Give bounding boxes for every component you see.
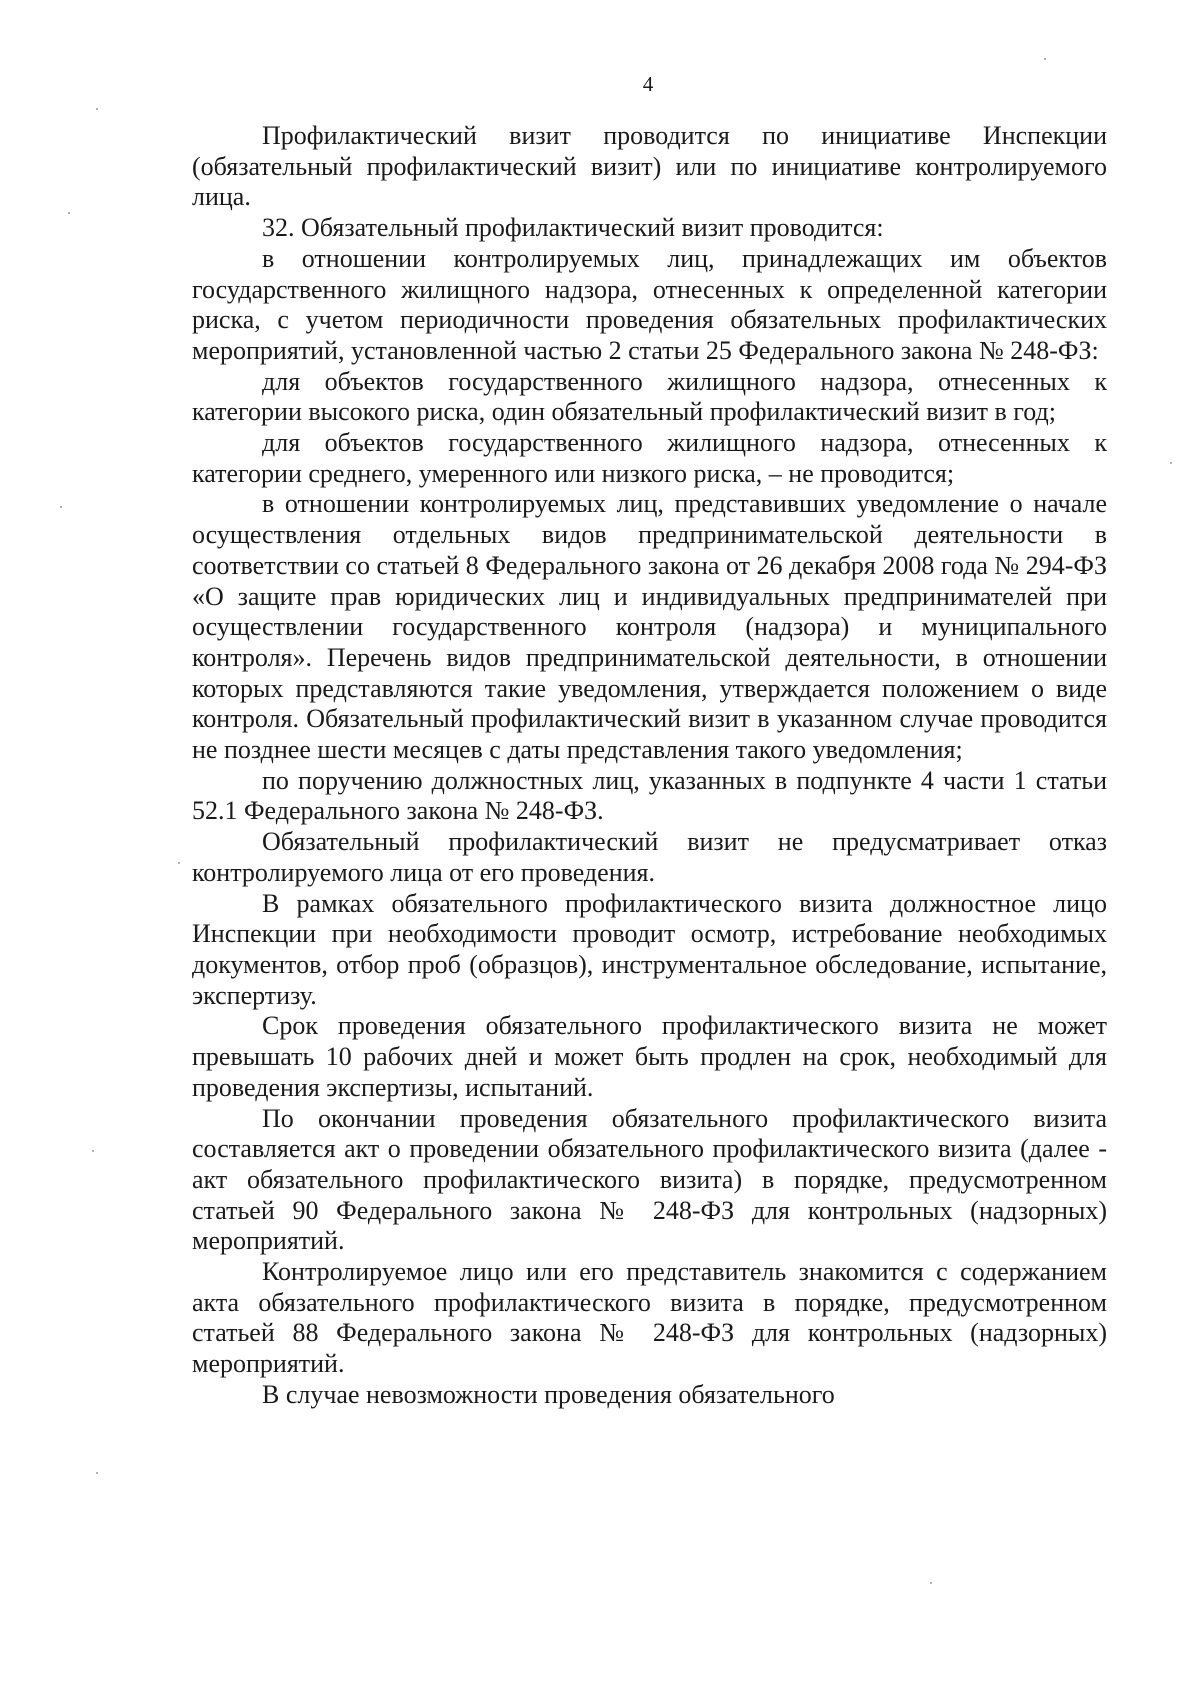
paragraph-risk-category: в отношении контролируемых лиц, принадлежащих им объектов государственного жилищного надзора, отнесенных к определенной категории риска, с учетом периодичности проведения обязательных профилактических мероприятий, установленной частью 2 статьи 25 Федерального закона № 248-ФЗ: [192, 243, 1107, 365]
page-number: 4 [642, 72, 654, 96]
paragraph-officials-order: по поручению должностных лиц, указанных в подпункте 4 части 1 статьи 52.1 Федерального закона № 248-ФЗ. [192, 765, 1107, 826]
scan-speck [1044, 58, 1046, 60]
paragraph-act-drafting: По окончании проведения обязательного профилактического визита составляется акт о проведении обязательного профилактического визита (далее - акт обязательного профилактического визита) в порядке, предусмотренном статьей 90 Федерального закона № 248-ФЗ для контрольных (надзорных) мероприятий. [192, 1103, 1107, 1256]
paragraph-inspection-actions: В рамках обязательного профилактического визита должностное лицо Инспекции при необходимости проводит осмотр, истребование необходимых документов, отбор проб (образцов), инструментальное обследование, испытание, экспертизу. [192, 888, 1107, 1010]
scan-speck [92, 1150, 94, 1152]
scan-speck [178, 862, 180, 864]
paragraph-duration: Срок проведения обязательного профилактического визита не может превышать 10 рабочих дней и может быть продлен на срок, необходимый для проведения экспертизы, испытаний. [192, 1011, 1107, 1102]
paragraph-impossibility: В случае невозможности проведения обязательного [262, 1379, 835, 1409]
scan-speck [60, 506, 62, 508]
scan-speck [96, 108, 98, 110]
scan-speck [1170, 462, 1172, 464]
scan-speck [68, 212, 70, 214]
document-body [192, 121, 1107, 1411]
paragraph-act-familiarization: Контролируемое лицо или его представитель знакомится с содержанием акта обязательного профилактического визита в порядке, предусмотренном статьей 88 Федерального закона № 248-ФЗ для контрольных (надзорных) мероприятий. [192, 1257, 1107, 1379]
paragraph-visit-initiative: Профилактический визит проводится по инициативе Инспекции (обязательный профилактический визит) или по инициативе контролируемого лица. [192, 121, 1107, 212]
paragraph-no-refusal: Обязательный профилактический визит не предусматривает отказ контролируемого лица от его проведения. [192, 827, 1107, 887]
scan-speck [96, 1472, 98, 1474]
paragraph-clause-32: 32. Обязательный профилактический визит проводится: [262, 213, 884, 243]
scan-speck [930, 1582, 932, 1584]
paragraph-notification: в отношении контролируемых лиц, представивших уведомление о начале осуществления отдельных видов предпринимательской деятельности в соответствии со статьей 8 Федерального закона от 26 декабря 2008 года № 294-ФЗ «О защите прав юридических лиц и индивидуальных предпринимателей при осуществлении государственного контроля (надзора) и муниципального контроля». Перечень видов предпринимательской деятельности, в отношении которых представляются такие уведомления, утверждается положением о виде контроля. Обязательный профилактический визит в указанном случае проводится не позднее шести месяцев с даты представления такого уведомления; [192, 489, 1107, 765]
paragraph-high-risk: для объектов государственного жилищного надзора, отнесенных к категории высокого риска, один обязательный профилактический визит в год; [192, 366, 1107, 427]
paragraph-medium-low-risk: для объектов государственного жилищного надзора, отнесенных к категории среднего, умеренного или низкого риска, – не проводится; [192, 428, 1107, 488]
